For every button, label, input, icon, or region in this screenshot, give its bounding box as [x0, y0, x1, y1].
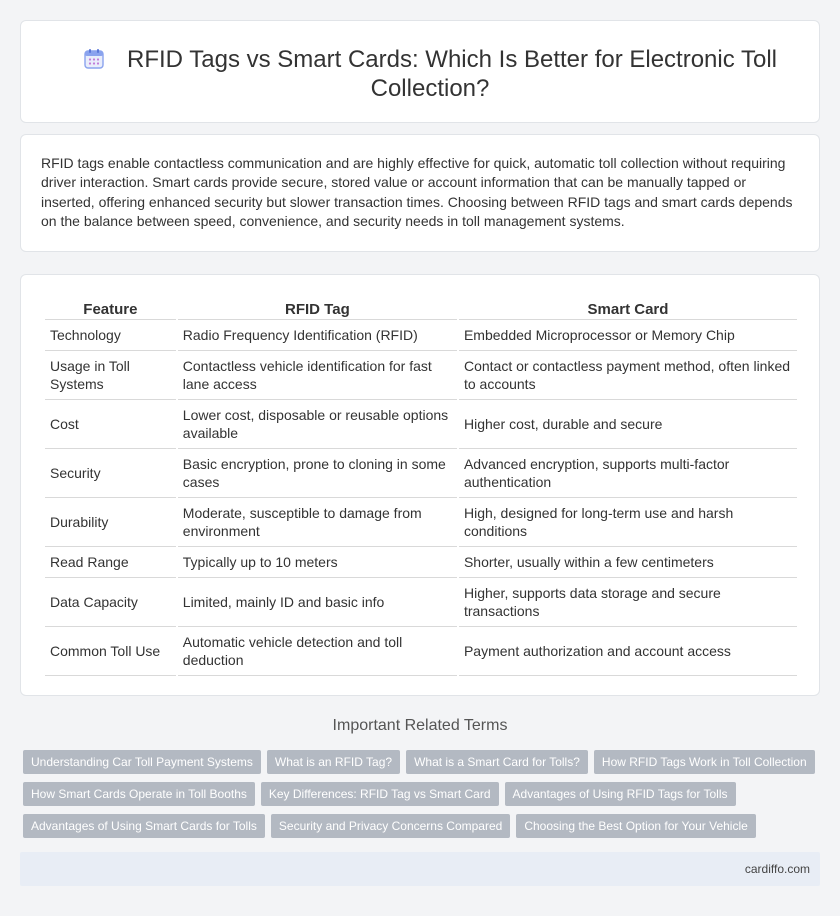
feature-cell: Technology: [45, 320, 176, 351]
tag-row: [23, 750, 823, 782]
table-row: [45, 351, 797, 400]
smart-card-cell: Shorter, usually within a few centimeters: [459, 547, 797, 578]
related-term-link[interactable]: What is an RFID Tag?: [267, 750, 400, 774]
comparison-table: [43, 295, 799, 676]
rfid-cell: Automatic vehicle detection and toll deduction: [178, 627, 457, 676]
smart-card-cell: Advanced encryption, supports multi-factor authentication: [459, 449, 797, 498]
feature-cell: Cost: [45, 400, 176, 449]
feature-cell: Read Range: [45, 547, 176, 578]
feature-cell: Common Toll Use: [45, 627, 176, 676]
smart-card-cell: Higher, supports data storage and secure transactions: [459, 578, 797, 627]
table-row: [45, 320, 797, 351]
related-term-link[interactable]: Understanding Car Toll Payment Systems: [23, 750, 261, 774]
smart-card-cell: Contact or contactless payment method, often linked to accounts: [459, 351, 797, 400]
intro-card: [20, 134, 820, 252]
table-row: [45, 578, 797, 627]
feature-cell: Data Capacity: [45, 578, 176, 627]
related-term-link[interactable]: How Smart Cards Operate in Toll Booths: [23, 782, 255, 806]
rfid-cell: Limited, mainly ID and basic info: [178, 578, 457, 627]
tag-row: [23, 782, 823, 814]
page-title: RFID Tags vs Smart Cards: Which Is Better for Electronic Toll Collection?: [127, 46, 777, 102]
smart-card-cell: High, designed for long-term use and harsh conditions: [459, 498, 797, 547]
related-term-link[interactable]: How RFID Tags Work in Toll Collection: [594, 750, 815, 774]
related-term-link[interactable]: Key Differences: RFID Tag vs Smart Card: [261, 782, 499, 806]
footer-site-link[interactable]: cardiffo.com: [744, 862, 810, 876]
smart-card-cell: Higher cost, durable and secure: [459, 400, 797, 449]
footer: [20, 852, 820, 886]
tag-row: [23, 814, 823, 846]
related-term-link[interactable]: What is a Smart Card for Tolls?: [406, 750, 588, 774]
rfid-cell: Moderate, susceptible to damage from environment: [178, 498, 457, 547]
smart-card-cell: Payment authorization and account access: [459, 627, 797, 676]
feature-cell: Usage in Toll Systems: [45, 351, 176, 400]
related-terms-list: [23, 750, 823, 846]
intro-paragraph: RFID tags enable contactless communication and are highly effective for quick, automatic toll collection without requiring driver interaction. Smart cards provide secure, stored value or account information that can be manually tapped or inserted, offering enhanced security but slower transaction times. Choosing between RFID tags and smart cards depends on the balance between speed, convenience, and security needs in toll management systems.: [41, 155, 793, 229]
header-feature: Feature: [45, 295, 176, 320]
related-terms-title: Important Related Terms: [332, 717, 508, 734]
rfid-cell: Basic encryption, prone to cloning in some cases: [178, 449, 457, 498]
related-term-link[interactable]: Choosing the Best Option for Your Vehicle: [516, 814, 755, 838]
comparison-card: [20, 274, 820, 696]
rfid-cell: Radio Frequency Identification (RFID): [178, 320, 457, 351]
table-row: [45, 498, 797, 547]
table-row: [45, 400, 797, 449]
table-row: [45, 547, 797, 578]
feature-cell: Security: [45, 449, 176, 498]
header-smart-card: Smart Card: [459, 295, 797, 320]
title-card: [20, 20, 820, 123]
table-row: [45, 449, 797, 498]
feature-cell: Durability: [45, 498, 176, 547]
page-title-wrapper: [81, 45, 779, 103]
table-header-row: [45, 295, 797, 320]
related-term-link[interactable]: Advantages of Using RFID Tags for Tolls: [505, 782, 736, 806]
related-term-link[interactable]: Security and Privacy Concerns Compared: [271, 814, 510, 838]
rfid-cell: Lower cost, disposable or reusable options available: [178, 400, 457, 449]
header-rfid-tag: RFID Tag: [178, 295, 457, 320]
table-row: [45, 627, 797, 676]
rfid-cell: Typically up to 10 meters: [178, 547, 457, 578]
rfid-cell: Contactless vehicle identification for fast lane access: [178, 351, 457, 400]
smart-card-cell: Embedded Microprocessor or Memory Chip: [459, 320, 797, 351]
related-term-link[interactable]: Advantages of Using Smart Cards for Tolls: [23, 814, 265, 838]
calendar-icon: [83, 48, 105, 70]
